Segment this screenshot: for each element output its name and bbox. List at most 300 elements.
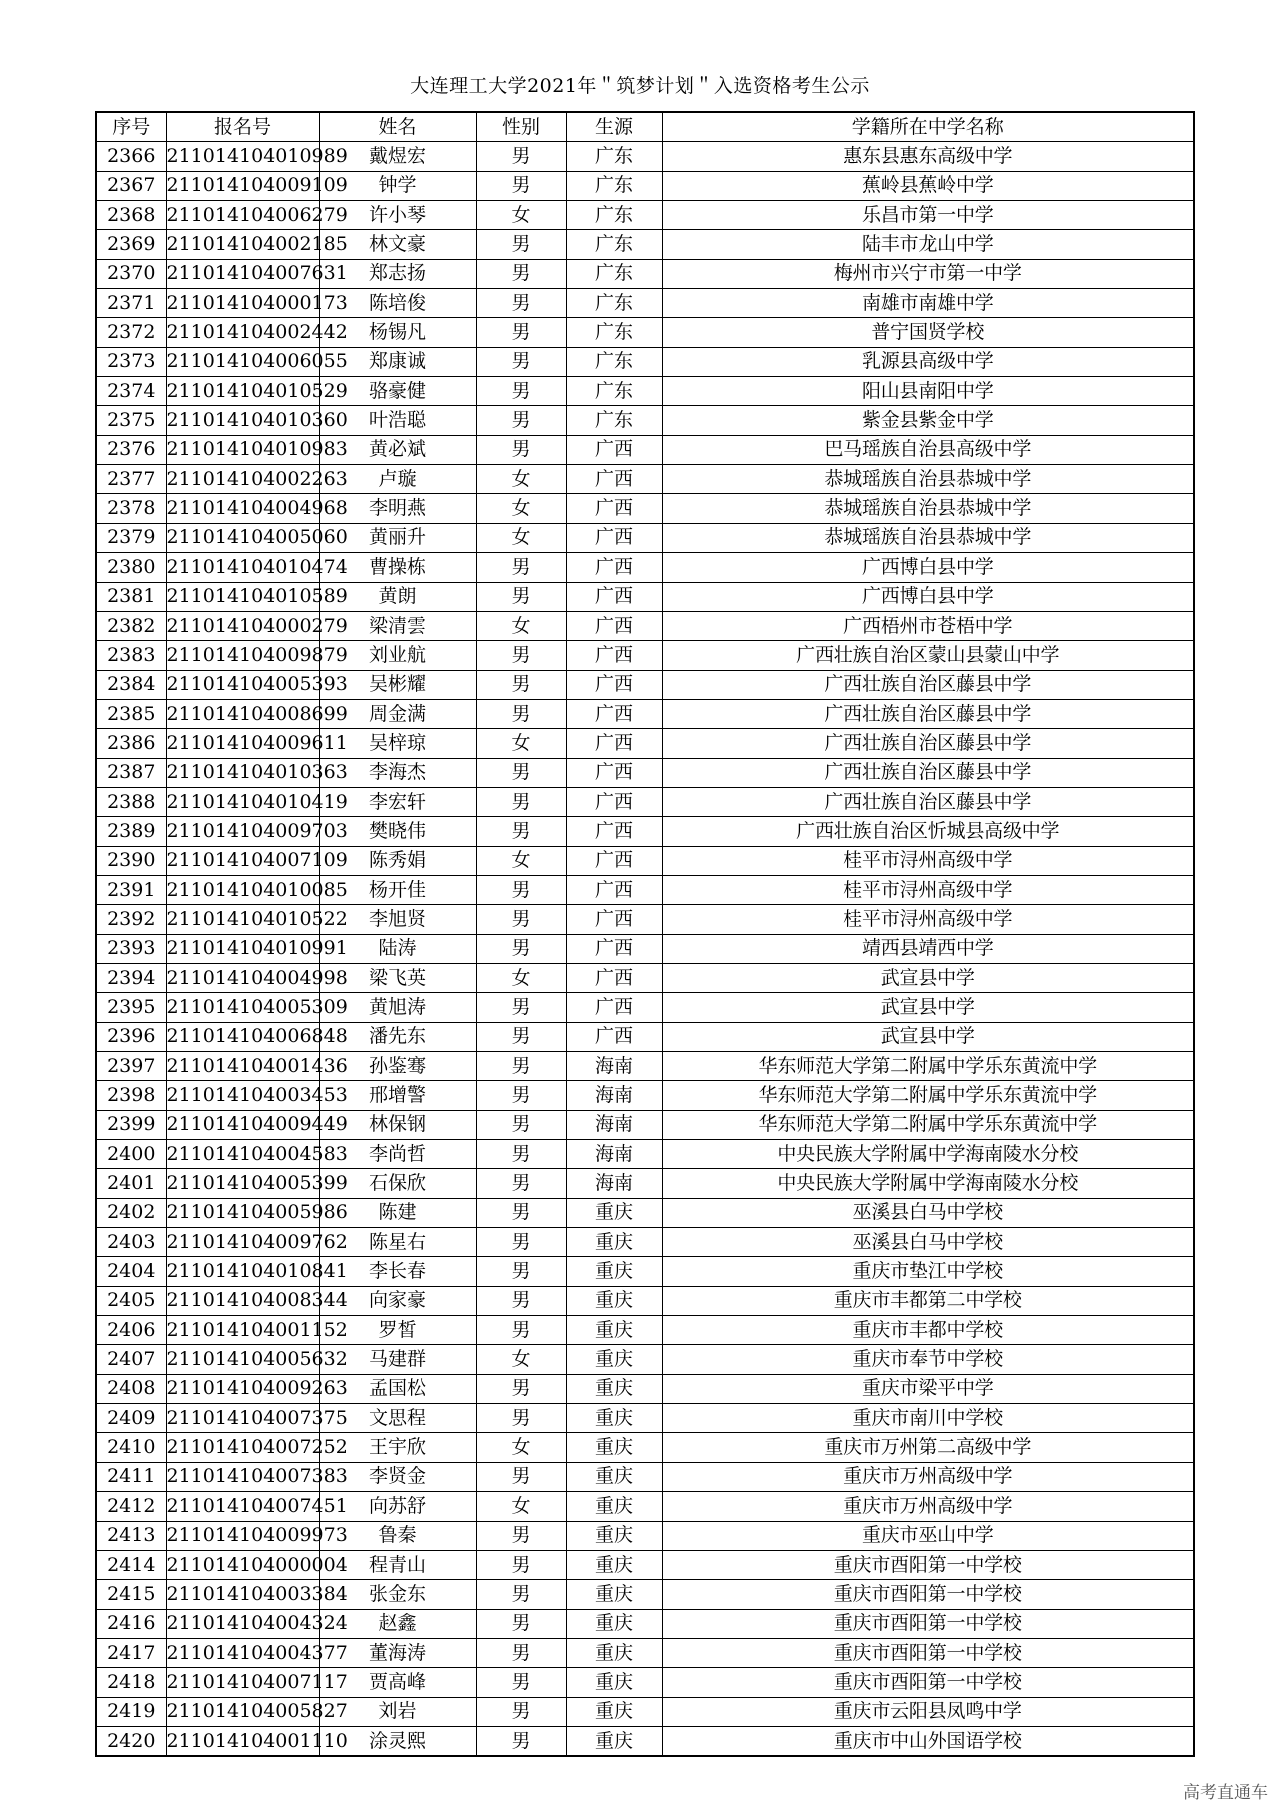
table-row	[96, 1228, 1194, 1257]
cell-school: 重庆市酉阳第一中学校	[662, 1638, 1194, 1667]
cell-name: 李宏轩	[319, 787, 476, 816]
cell-gender: 男	[476, 817, 566, 846]
cell-registration-number: 211014104002442	[166, 318, 319, 347]
cell-index: 2402	[96, 1198, 166, 1227]
table-row	[96, 289, 1194, 318]
cell-registration-number: 211014104010360	[166, 406, 319, 435]
watermark: 高考直通车	[1183, 1783, 1268, 1803]
cell-school: 广西壮族自治区藤县中学	[662, 787, 1194, 816]
cell-gender: 女	[476, 465, 566, 494]
column-header-gender: 性别	[476, 112, 566, 142]
table-row	[96, 406, 1194, 435]
cell-registration-number: 211014104009703	[166, 817, 319, 846]
table-row	[96, 1052, 1194, 1081]
cell-origin: 重庆	[566, 1697, 662, 1726]
cell-registration-number: 211014104009762	[166, 1228, 319, 1257]
cell-name: 程青山	[319, 1550, 476, 1579]
cell-school: 恭城瑶族自治县恭城中学	[662, 523, 1194, 552]
cell-school: 重庆市酉阳第一中学校	[662, 1609, 1194, 1638]
cell-index: 2376	[96, 435, 166, 464]
table-row	[96, 1110, 1194, 1139]
table-row	[96, 993, 1194, 1022]
cell-index: 2397	[96, 1052, 166, 1081]
cell-origin: 广西	[566, 905, 662, 934]
cell-name: 骆豪健	[319, 377, 476, 406]
cell-registration-number: 211014104010841	[166, 1257, 319, 1286]
cell-registration-number: 211014104001110	[166, 1726, 319, 1756]
cell-index: 2381	[96, 582, 166, 611]
cell-school: 重庆市酉阳第一中学校	[662, 1668, 1194, 1697]
cell-name: 王宇欣	[319, 1433, 476, 1462]
table-row	[96, 1286, 1194, 1315]
cell-registration-number: 211014104006848	[166, 1022, 319, 1051]
table-row	[96, 1550, 1194, 1579]
cell-gender: 男	[476, 1609, 566, 1638]
table-row	[96, 641, 1194, 670]
table-row	[96, 670, 1194, 699]
table-row	[96, 1492, 1194, 1521]
cell-origin: 广西	[566, 699, 662, 728]
cell-gender: 男	[476, 142, 566, 171]
table-row	[96, 1580, 1194, 1609]
cell-name: 吴梓琼	[319, 729, 476, 758]
table-row	[96, 494, 1194, 523]
table-row	[96, 435, 1194, 464]
cell-name: 杨开佳	[319, 875, 476, 904]
cell-name: 钟学	[319, 171, 476, 200]
cell-school: 巫溪县白马中学校	[662, 1198, 1194, 1227]
table-row	[96, 729, 1194, 758]
cell-index: 2368	[96, 201, 166, 230]
cell-name: 石保欣	[319, 1169, 476, 1198]
cell-school: 南雄市南雄中学	[662, 289, 1194, 318]
cell-origin: 重庆	[566, 1726, 662, 1756]
page-title: 大连理工大学2021年＂筑梦计划＂入选资格考生公示	[410, 75, 870, 97]
cell-school: 桂平市浔州高级中学	[662, 875, 1194, 904]
cell-origin: 重庆	[566, 1433, 662, 1462]
cell-gender: 女	[476, 963, 566, 992]
cell-school: 华东师范大学第二附属中学乐东黄流中学	[662, 1081, 1194, 1110]
cell-name: 贾高峰	[319, 1668, 476, 1697]
cell-gender: 男	[476, 641, 566, 670]
cell-index: 2420	[96, 1726, 166, 1756]
cell-gender: 男	[476, 1404, 566, 1433]
cell-origin: 广西	[566, 523, 662, 552]
column-header-name: 姓名	[319, 112, 476, 142]
cell-registration-number: 211014104007375	[166, 1404, 319, 1433]
cell-index: 2404	[96, 1257, 166, 1286]
cell-origin: 海南	[566, 1081, 662, 1110]
table-row	[96, 875, 1194, 904]
cell-registration-number: 211014104006055	[166, 347, 319, 376]
cell-origin: 广西	[566, 934, 662, 963]
cell-origin: 重庆	[566, 1580, 662, 1609]
cell-registration-number: 211014104001152	[166, 1316, 319, 1345]
cell-school: 桂平市浔州高级中学	[662, 846, 1194, 875]
cell-index: 2408	[96, 1374, 166, 1403]
cell-registration-number: 211014104010522	[166, 905, 319, 934]
cell-name: 孟国松	[319, 1374, 476, 1403]
cell-index: 2377	[96, 465, 166, 494]
table-row	[96, 1316, 1194, 1345]
cell-registration-number: 211014104009879	[166, 641, 319, 670]
cell-name: 林文豪	[319, 230, 476, 259]
cell-name: 陈建	[319, 1198, 476, 1227]
cell-school: 重庆市巫山中学	[662, 1521, 1194, 1550]
table-row	[96, 377, 1194, 406]
cell-school: 重庆市垫江中学校	[662, 1257, 1194, 1286]
cell-name: 李海杰	[319, 758, 476, 787]
cell-name: 陈星右	[319, 1228, 476, 1257]
cell-index: 2379	[96, 523, 166, 552]
cell-name: 张金东	[319, 1580, 476, 1609]
cell-gender: 男	[476, 1374, 566, 1403]
cell-index: 2383	[96, 641, 166, 670]
cell-registration-number: 211014104007117	[166, 1668, 319, 1697]
table-row	[96, 787, 1194, 816]
cell-school: 武宣县中学	[662, 963, 1194, 992]
cell-index: 2370	[96, 259, 166, 288]
table-row	[96, 259, 1194, 288]
cell-gender: 男	[476, 934, 566, 963]
cell-registration-number: 211014104007252	[166, 1433, 319, 1462]
column-header-school: 学籍所在中学名称	[662, 112, 1194, 142]
cell-school: 重庆市酉阳第一中学校	[662, 1550, 1194, 1579]
table-row	[96, 347, 1194, 376]
cell-origin: 广西	[566, 582, 662, 611]
cell-gender: 男	[476, 758, 566, 787]
cell-school: 华东师范大学第二附属中学乐东黄流中学	[662, 1110, 1194, 1139]
cell-gender: 男	[476, 1638, 566, 1667]
cell-registration-number: 211014104005399	[166, 1169, 319, 1198]
cell-origin: 重庆	[566, 1521, 662, 1550]
table-row	[96, 142, 1194, 171]
cell-origin: 广东	[566, 406, 662, 435]
cell-index: 2374	[96, 377, 166, 406]
cell-name: 李明燕	[319, 494, 476, 523]
cell-index: 2400	[96, 1140, 166, 1169]
table-row	[96, 1404, 1194, 1433]
cell-name: 孙鉴骞	[319, 1052, 476, 1081]
cell-gender: 女	[476, 846, 566, 875]
cell-registration-number: 211014104005986	[166, 1198, 319, 1227]
cell-index: 2409	[96, 1404, 166, 1433]
cell-origin: 广西	[566, 993, 662, 1022]
cell-origin: 广西	[566, 817, 662, 846]
cell-origin: 广西	[566, 758, 662, 787]
cell-name: 黄必斌	[319, 435, 476, 464]
cell-origin: 重庆	[566, 1286, 662, 1315]
cell-school: 重庆市中山外国语学校	[662, 1726, 1194, 1756]
cell-registration-number: 211014104007383	[166, 1462, 319, 1491]
cell-registration-number: 211014104005827	[166, 1697, 319, 1726]
table-row	[96, 201, 1194, 230]
cell-registration-number: 211014104002185	[166, 230, 319, 259]
cell-school: 乳源县高级中学	[662, 347, 1194, 376]
cell-index: 2369	[96, 230, 166, 259]
cell-gender: 男	[476, 1286, 566, 1315]
column-header-origin: 生源	[566, 112, 662, 142]
cell-origin: 广西	[566, 611, 662, 640]
cell-school: 重庆市酉阳第一中学校	[662, 1580, 1194, 1609]
cell-index: 2415	[96, 1580, 166, 1609]
cell-origin: 重庆	[566, 1609, 662, 1638]
cell-registration-number: 211014104000279	[166, 611, 319, 640]
cell-gender: 男	[476, 1668, 566, 1697]
table-row	[96, 1521, 1194, 1550]
cell-gender: 男	[476, 230, 566, 259]
cell-gender: 男	[476, 318, 566, 347]
cell-index: 2389	[96, 817, 166, 846]
cell-index: 2396	[96, 1022, 166, 1051]
cell-name: 樊晓伟	[319, 817, 476, 846]
cell-gender: 男	[476, 1521, 566, 1550]
cell-registration-number: 211014104008344	[166, 1286, 319, 1315]
table-row	[96, 1345, 1194, 1374]
table-row	[96, 963, 1194, 992]
cell-index: 2403	[96, 1228, 166, 1257]
cell-name: 黄旭涛	[319, 993, 476, 1022]
cell-name: 曹操栋	[319, 553, 476, 582]
cell-origin: 重庆	[566, 1198, 662, 1227]
table-row	[96, 1462, 1194, 1491]
table-row	[96, 1609, 1194, 1638]
cell-school: 重庆市万州第二高级中学	[662, 1433, 1194, 1462]
table-row	[96, 758, 1194, 787]
cell-school: 广西梧州市苍梧中学	[662, 611, 1194, 640]
cell-gender: 男	[476, 553, 566, 582]
cell-index: 2372	[96, 318, 166, 347]
table-row	[96, 318, 1194, 347]
cell-gender: 男	[476, 1052, 566, 1081]
cell-registration-number: 211014104010991	[166, 934, 319, 963]
cell-school: 重庆市丰都第二中学校	[662, 1286, 1194, 1315]
cell-index: 2419	[96, 1697, 166, 1726]
table-row	[96, 1198, 1194, 1227]
cell-registration-number: 211014104010529	[166, 377, 319, 406]
cell-index: 2384	[96, 670, 166, 699]
cell-origin: 海南	[566, 1110, 662, 1139]
table-row	[96, 1668, 1194, 1697]
cell-name: 向家豪	[319, 1286, 476, 1315]
cell-registration-number: 211014104000004	[166, 1550, 319, 1579]
cell-origin: 广东	[566, 318, 662, 347]
cell-name: 梁飞英	[319, 963, 476, 992]
cell-origin: 重庆	[566, 1257, 662, 1286]
cell-origin: 广西	[566, 465, 662, 494]
table-row	[96, 817, 1194, 846]
cell-name: 许小琴	[319, 201, 476, 230]
cell-school: 巴马瑶族自治县高级中学	[662, 435, 1194, 464]
cell-origin: 广西	[566, 435, 662, 464]
cell-origin: 广西	[566, 787, 662, 816]
cell-registration-number: 211014104010363	[166, 758, 319, 787]
cell-registration-number: 211014104005309	[166, 993, 319, 1022]
table-header-row	[96, 112, 1194, 142]
cell-origin: 广东	[566, 347, 662, 376]
candidate-table	[95, 111, 1195, 1757]
cell-gender: 女	[476, 1345, 566, 1374]
cell-origin: 海南	[566, 1169, 662, 1198]
cell-registration-number: 211014104005632	[166, 1345, 319, 1374]
cell-name: 赵鑫	[319, 1609, 476, 1638]
cell-registration-number: 211014104010419	[166, 787, 319, 816]
table-body	[96, 142, 1194, 1756]
cell-gender: 男	[476, 582, 566, 611]
cell-gender: 男	[476, 875, 566, 904]
cell-gender: 男	[476, 1726, 566, 1756]
cell-name: 董海涛	[319, 1638, 476, 1667]
column-header-registration-number: 报名号	[166, 112, 319, 142]
cell-school: 广西壮族自治区藤县中学	[662, 758, 1194, 787]
cell-registration-number: 211014104003384	[166, 1580, 319, 1609]
cell-index: 2401	[96, 1169, 166, 1198]
cell-gender: 男	[476, 259, 566, 288]
cell-registration-number: 211014104009973	[166, 1521, 319, 1550]
cell-gender: 女	[476, 523, 566, 552]
cell-name: 郑志扬	[319, 259, 476, 288]
cell-index: 2406	[96, 1316, 166, 1345]
cell-registration-number: 211014104009263	[166, 1374, 319, 1403]
cell-name: 黄丽升	[319, 523, 476, 552]
table-row	[96, 465, 1194, 494]
cell-origin: 广东	[566, 201, 662, 230]
cell-origin: 广东	[566, 259, 662, 288]
cell-gender: 女	[476, 494, 566, 523]
cell-gender: 男	[476, 406, 566, 435]
cell-gender: 男	[476, 1081, 566, 1110]
table-row	[96, 699, 1194, 728]
cell-gender: 男	[476, 1257, 566, 1286]
cell-index: 2418	[96, 1668, 166, 1697]
cell-origin: 重庆	[566, 1316, 662, 1345]
cell-name: 林保钢	[319, 1110, 476, 1139]
table-row	[96, 1257, 1194, 1286]
cell-school: 靖西县靖西中学	[662, 934, 1194, 963]
cell-origin: 重庆	[566, 1668, 662, 1697]
cell-registration-number: 211014104008699	[166, 699, 319, 728]
cell-name: 李旭贤	[319, 905, 476, 934]
cell-index: 2394	[96, 963, 166, 992]
cell-registration-number: 211014104000173	[166, 289, 319, 318]
cell-index: 2391	[96, 875, 166, 904]
cell-origin: 广西	[566, 494, 662, 523]
cell-registration-number: 211014104010474	[166, 553, 319, 582]
cell-gender: 男	[476, 289, 566, 318]
cell-school: 广西博白县中学	[662, 582, 1194, 611]
cell-gender: 男	[476, 1316, 566, 1345]
cell-origin: 广西	[566, 670, 662, 699]
cell-index: 2414	[96, 1550, 166, 1579]
cell-school: 广西博白县中学	[662, 553, 1194, 582]
cell-origin: 海南	[566, 1052, 662, 1081]
cell-gender: 男	[476, 1022, 566, 1051]
cell-school: 紫金县紫金中学	[662, 406, 1194, 435]
cell-school: 重庆市梁平中学	[662, 1374, 1194, 1403]
table-row	[96, 1140, 1194, 1169]
cell-gender: 男	[476, 171, 566, 200]
cell-name: 陆涛	[319, 934, 476, 963]
cell-origin: 广西	[566, 963, 662, 992]
cell-registration-number: 211014104004583	[166, 1140, 319, 1169]
cell-index: 2405	[96, 1286, 166, 1315]
table-row	[96, 905, 1194, 934]
cell-gender: 男	[476, 435, 566, 464]
cell-gender: 男	[476, 1228, 566, 1257]
cell-origin: 重庆	[566, 1462, 662, 1491]
cell-name: 李贤金	[319, 1462, 476, 1491]
cell-index: 2378	[96, 494, 166, 523]
cell-school: 广西壮族自治区藤县中学	[662, 699, 1194, 728]
cell-school: 重庆市万州高级中学	[662, 1462, 1194, 1491]
cell-index: 2413	[96, 1521, 166, 1550]
cell-origin: 重庆	[566, 1492, 662, 1521]
table-row	[96, 171, 1194, 200]
cell-school: 广西壮族自治区蒙山县蒙山中学	[662, 641, 1194, 670]
cell-registration-number: 211014104004377	[166, 1638, 319, 1667]
cell-index: 2380	[96, 553, 166, 582]
cell-index: 2416	[96, 1609, 166, 1638]
cell-index: 2373	[96, 347, 166, 376]
cell-index: 2386	[96, 729, 166, 758]
cell-index: 2385	[96, 699, 166, 728]
cell-name: 李尚哲	[319, 1140, 476, 1169]
cell-registration-number: 211014104009611	[166, 729, 319, 758]
cell-school: 恭城瑶族自治县恭城中学	[662, 465, 1194, 494]
cell-registration-number: 211014104007109	[166, 846, 319, 875]
cell-gender: 男	[476, 347, 566, 376]
cell-school: 广西壮族自治区忻城县高级中学	[662, 817, 1194, 846]
cell-name: 向苏舒	[319, 1492, 476, 1521]
cell-school: 惠东县惠东高级中学	[662, 142, 1194, 171]
cell-origin: 广东	[566, 142, 662, 171]
cell-registration-number: 211014104009449	[166, 1110, 319, 1139]
cell-index: 2399	[96, 1110, 166, 1139]
table-row	[96, 230, 1194, 259]
cell-name: 李长春	[319, 1257, 476, 1286]
cell-name: 刘业航	[319, 641, 476, 670]
cell-gender: 男	[476, 670, 566, 699]
cell-school: 重庆市云阳县凤鸣中学	[662, 1697, 1194, 1726]
cell-registration-number: 211014104005393	[166, 670, 319, 699]
cell-gender: 男	[476, 377, 566, 406]
table-row	[96, 934, 1194, 963]
cell-index: 2410	[96, 1433, 166, 1462]
cell-index: 2390	[96, 846, 166, 875]
cell-school: 普宁国贤学校	[662, 318, 1194, 347]
cell-gender: 男	[476, 993, 566, 1022]
table-row	[96, 1374, 1194, 1403]
cell-name: 卢璇	[319, 465, 476, 494]
cell-gender: 女	[476, 1433, 566, 1462]
cell-school: 中央民族大学附属中学海南陵水分校	[662, 1169, 1194, 1198]
cell-gender: 男	[476, 1550, 566, 1579]
cell-registration-number: 211014104004968	[166, 494, 319, 523]
table-row	[96, 1022, 1194, 1051]
cell-school: 重庆市奉节中学校	[662, 1345, 1194, 1374]
cell-gender: 女	[476, 1492, 566, 1521]
cell-registration-number: 211014104006279	[166, 201, 319, 230]
cell-registration-number: 211014104009109	[166, 171, 319, 200]
cell-school: 广西壮族自治区藤县中学	[662, 670, 1194, 699]
cell-index: 2407	[96, 1345, 166, 1374]
cell-index: 2398	[96, 1081, 166, 1110]
cell-name: 郑康诚	[319, 347, 476, 376]
cell-registration-number: 211014104007451	[166, 1492, 319, 1521]
cell-origin: 广西	[566, 1022, 662, 1051]
cell-origin: 广西	[566, 875, 662, 904]
cell-gender: 男	[476, 1462, 566, 1491]
